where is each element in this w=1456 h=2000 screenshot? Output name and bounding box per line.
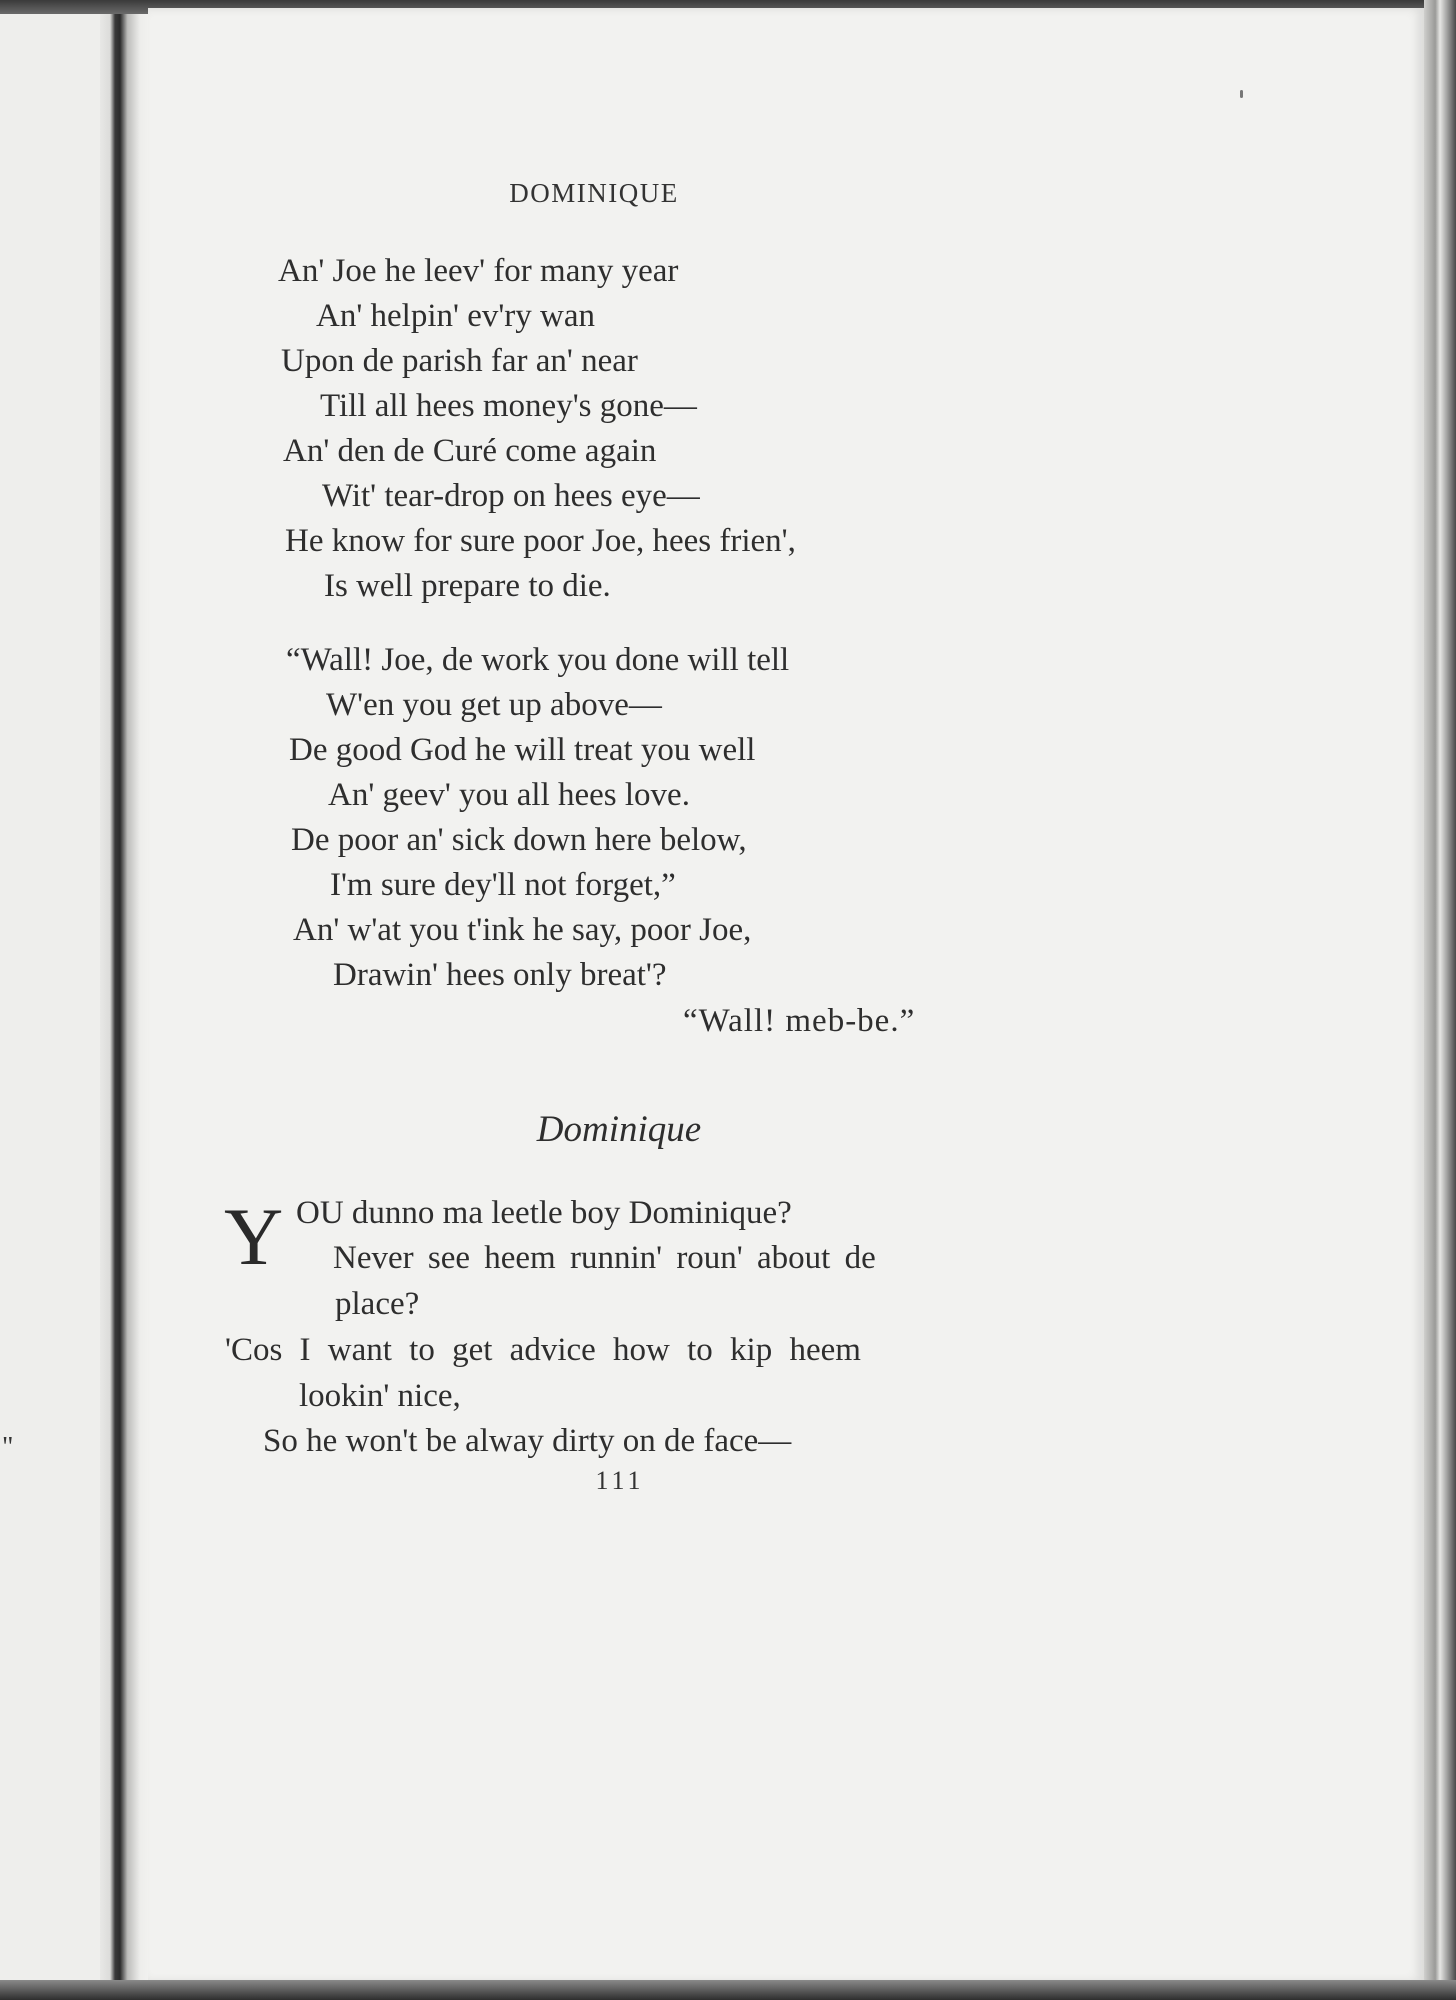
poem-line-1: OU dunno ma leetle boy Dominique? — [296, 1195, 792, 1231]
stanza2-line-4: An' geev' you all hees love. — [328, 777, 690, 813]
stanza1-line-3: Upon de parish far an' near — [281, 343, 638, 379]
stanza2-line-6: I'm sure dey'll not forget,” — [330, 867, 676, 903]
stanza2-line-5: De poor an' sick down here below, — [291, 822, 747, 858]
poem-line-2: Never see heem runnin' roun' about de — [333, 1240, 876, 1276]
stanza1-line-7: He know for sure poor Joe, hees frien', — [285, 523, 796, 559]
drop-cap: Y — [224, 1191, 284, 1282]
closing-quote-line: “Wall! meb-be.” — [683, 1003, 916, 1039]
poem-line-5: lookin' nice, — [299, 1378, 461, 1414]
paper-speck — [1240, 90, 1243, 98]
stanza1-line-6: Wit' tear-drop on hees eye— — [322, 478, 700, 514]
stanza2-line-8: Drawin' hees only breat'? — [333, 957, 667, 993]
previous-page-quote-mark: " — [2, 1432, 14, 1463]
running-head: DOMINIQUE — [509, 178, 679, 208]
stanza1-line-2: An' helpin' ev'ry wan — [316, 298, 596, 334]
page-right-edge — [1424, 0, 1456, 2000]
poem-line-6: So he won't be alway dirty on de face— — [263, 1423, 792, 1459]
stanza2-line-2: W'en you get up above— — [326, 687, 662, 723]
poem-line-4: 'Cos I want to get advice how to kip heem — [225, 1332, 861, 1368]
stanza2-line-3: De good God he will treat you well — [289, 732, 756, 768]
previous-page-edge — [0, 14, 104, 1980]
stanza1-line-8: Is well prepare to die. — [324, 568, 611, 604]
poem-line-3: place? — [335, 1286, 420, 1322]
stanza2-line-1: “Wall! Joe, de work you done will tell — [286, 642, 790, 678]
stanza1-line-4: Till all hees money's gone— — [320, 388, 697, 424]
page-number: 111 — [595, 1466, 645, 1495]
book-gutter — [100, 14, 150, 1980]
stanza1-line-1: An' Joe he leev' for many year — [278, 253, 679, 289]
stanza2-line-7: An' w'at you t'ink he say, poor Joe, — [293, 912, 752, 948]
stanza1-line-5: An' den de Curé come again — [283, 433, 657, 469]
poem-title: Dominique — [536, 1109, 702, 1150]
scan-bottom-edge — [0, 1980, 1456, 2000]
